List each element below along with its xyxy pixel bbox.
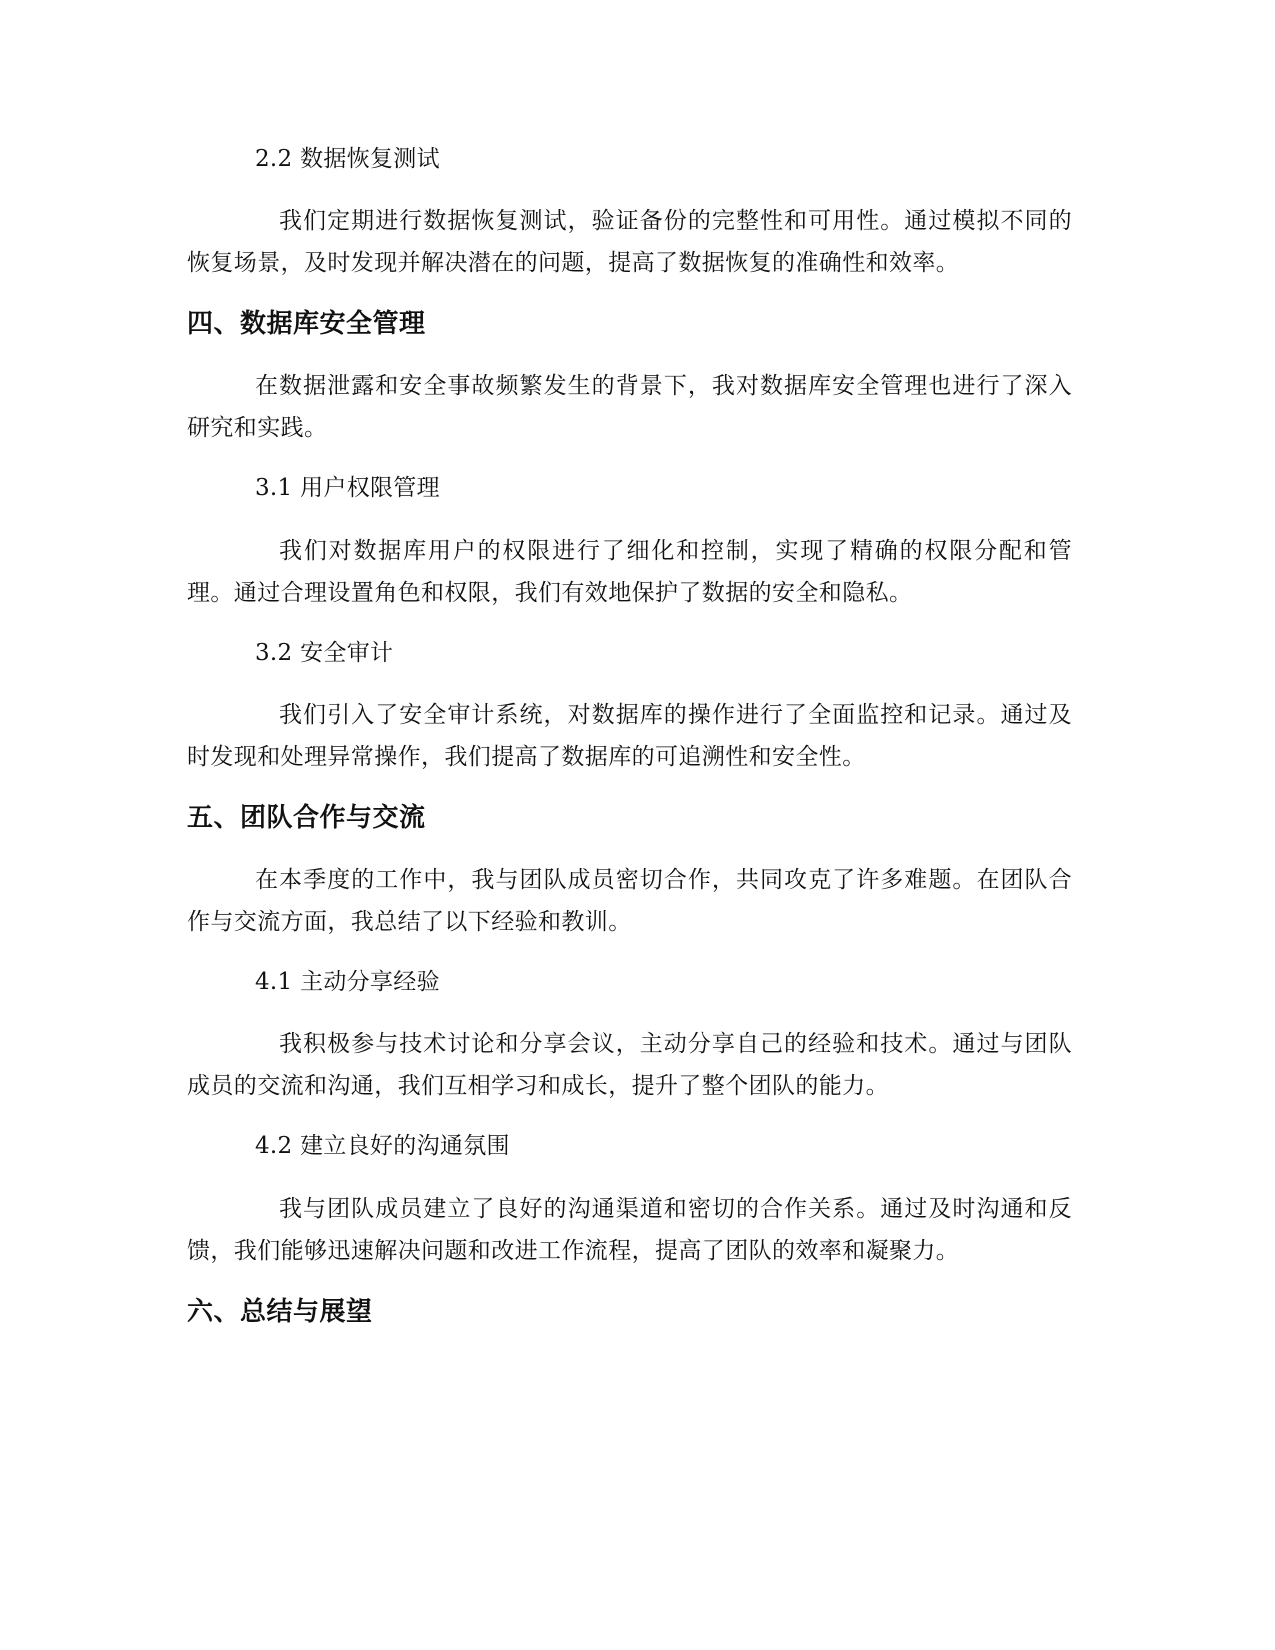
- paragraph-communication: 我与团队成员建立了良好的沟通渠道和密切的合作关系。通过及时沟通和反馈，我们能够迅速解决问题和改进工作流程，提高了团队的效率和凝聚力。: [187, 1196, 1072, 1264]
- subsection-title-4-2: 4.2 建立良好的沟通氛围: [255, 1133, 510, 1159]
- subsection-title-2-2: 2.2 数据恢复测试: [255, 146, 440, 172]
- paragraph-security-intro: 在数据泄露和安全事故频繁发生的背景下，我对数据库安全管理也进行了深入研究和实践。: [187, 373, 1072, 441]
- subsection-title-4-1: 4.1 主动分享经验: [255, 969, 440, 995]
- subsection-title-3-1: 3.1 用户权限管理: [255, 475, 440, 501]
- paragraph-security-audit: 我们引入了安全审计系统，对数据库的操作进行了全面监控和记录。通过及时发现和处理异常操作，我们提高了数据库的可追溯性和安全性。: [187, 702, 1072, 770]
- subsection-title-3-2: 3.2 安全审计: [255, 640, 394, 666]
- paragraph-data-recovery-test: 我们定期进行数据恢复测试，验证备份的完整性和可用性。通过模拟不同的恢复场景，及时发现并解决潜在的问题，提高了数据恢复的准确性和效率。: [187, 208, 1072, 276]
- paragraph-user-permission: 我们对数据库用户的权限进行了细化和控制，实现了精确的权限分配和管理。通过合理设置角色和权限，我们有效地保护了数据的安全和隐私。: [187, 538, 1072, 606]
- section-heading-4: 四、数据库安全管理: [187, 309, 426, 339]
- paragraph-share-experience: 我积极参与技术讨论和分享会议，主动分享自己的经验和技术。通过与团队成员的交流和沟通，我们互相学习和成长，提升了整个团队的能力。: [187, 1031, 1072, 1099]
- paragraph-teamwork-intro: 在本季度的工作中，我与团队成员密切合作，共同攻克了许多难题。在团队合作与交流方面，我总结了以下经验和教训。: [187, 867, 1072, 935]
- section-heading-6: 六、总结与展望: [187, 1297, 373, 1327]
- section-heading-5: 五、团队合作与交流: [187, 803, 426, 833]
